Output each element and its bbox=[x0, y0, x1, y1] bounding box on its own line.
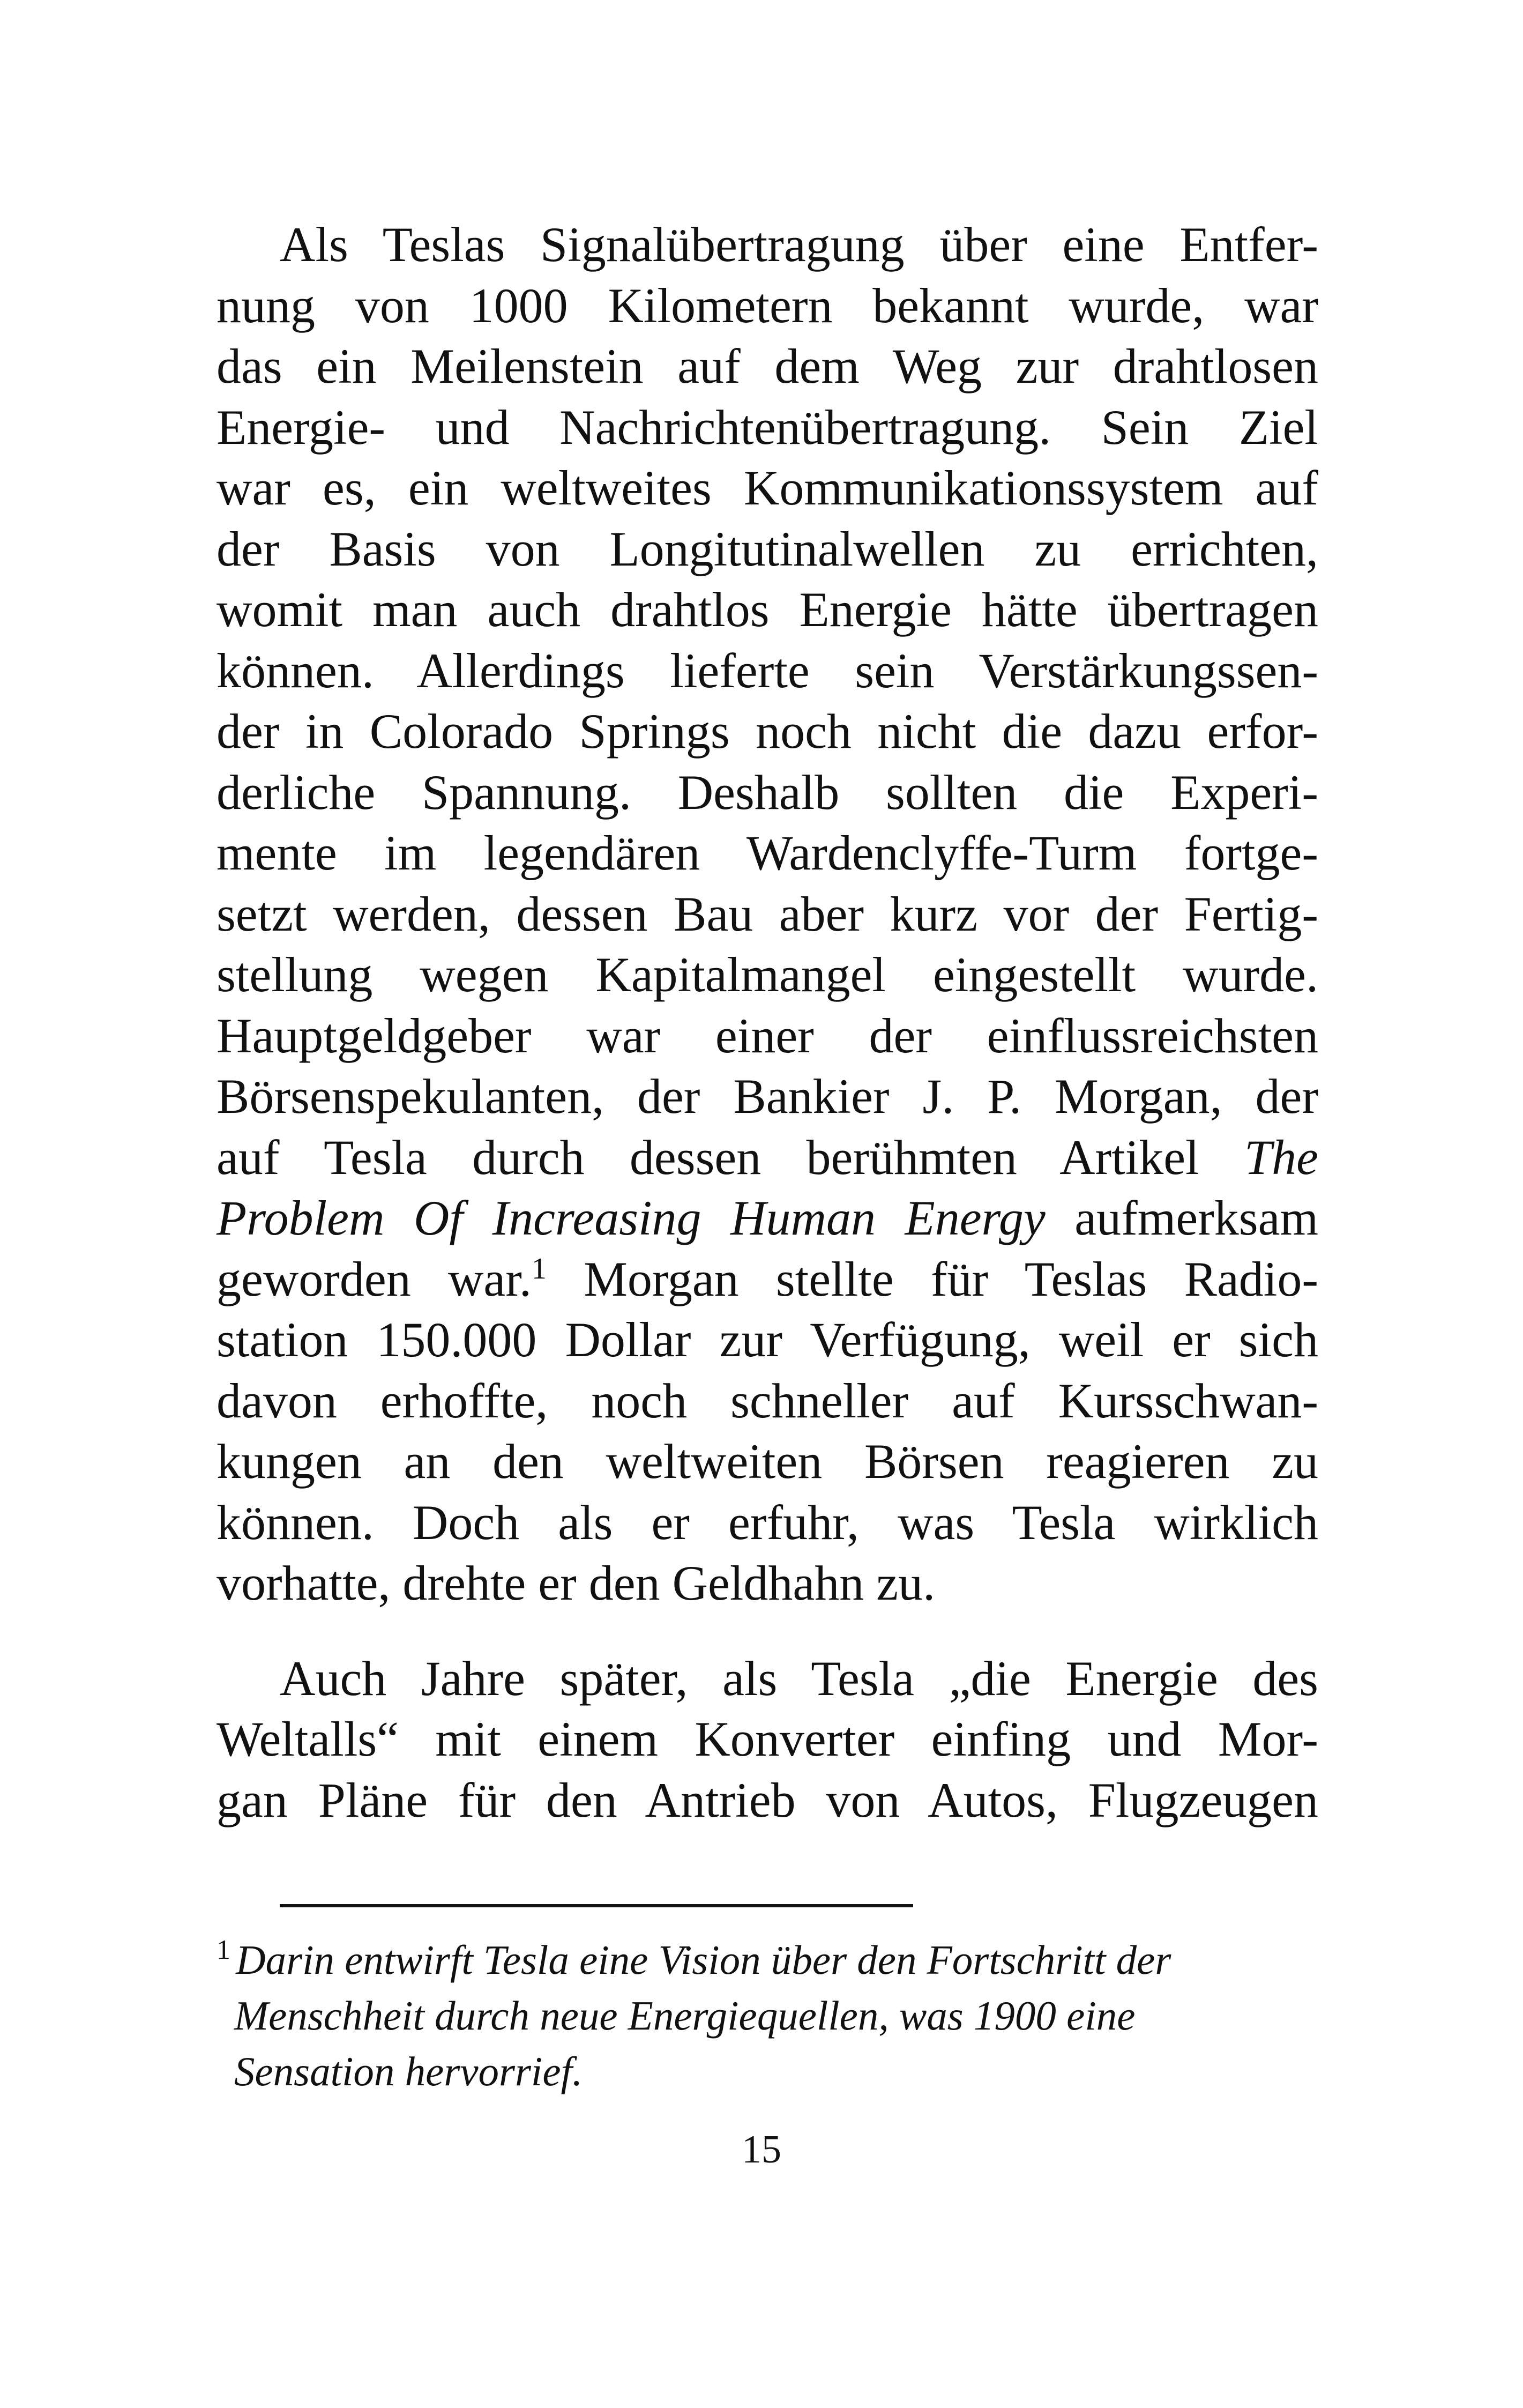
text-run: kungen an den weltweiten Börsen reagieren zu bbox=[216, 1434, 1318, 1489]
text-run: Morgan stellte für Teslas Radio- bbox=[546, 1251, 1319, 1306]
text-line bbox=[216, 458, 1318, 519]
text-run: womit man auch drahtlos Energie hätte übertragen bbox=[216, 582, 1318, 637]
footnote-text: Menschheit durch neue Energiequellen, was 1900 eine bbox=[234, 1993, 1136, 2039]
text-line bbox=[216, 519, 1318, 580]
footnote-reference: 1 bbox=[531, 1252, 547, 1285]
text-line bbox=[216, 1249, 1318, 1310]
footnote-number: 1 bbox=[216, 1935, 230, 1965]
footnote-line bbox=[216, 1932, 1318, 1988]
text-run: mente im legendären Wardenclyffe-Turm fortge- bbox=[216, 826, 1318, 880]
text-run: können. Allerdings lieferte sein Verstärkungssen- bbox=[216, 643, 1318, 698]
footnote bbox=[216, 1932, 1318, 2099]
page-number: 15 bbox=[742, 2128, 781, 2172]
text-run: das ein Meilenstein auf dem Weg zur drahtlosen bbox=[216, 339, 1318, 393]
text-run: stellung wegen Kapitalmangel eingestellt wurde. bbox=[216, 947, 1318, 1002]
text-line bbox=[216, 641, 1318, 702]
footnote-line bbox=[216, 1988, 1318, 2043]
text-line bbox=[216, 1371, 1318, 1432]
text-run: derliche Spannung. Deshalb sollten die Experi- bbox=[216, 764, 1318, 820]
italic-text: Problem Of Increasing Human Energy bbox=[216, 1191, 1046, 1245]
text-run: gan Pläne für den Antrieb von Autos, Flugzeugen bbox=[216, 1772, 1318, 1827]
text-run: Weltalls“ mit einem Konverter einfing und Mor- bbox=[216, 1712, 1318, 1766]
text-line bbox=[216, 1770, 1318, 1831]
text-line bbox=[216, 1127, 1318, 1188]
text-line bbox=[216, 397, 1318, 458]
main-text bbox=[216, 214, 1318, 1831]
text-line bbox=[216, 701, 1318, 762]
text-run: war es, ein weltweites Kommunikationssystem auf bbox=[216, 460, 1318, 515]
text-run: station 150.000 Dollar zur Verfügung, weil er sich bbox=[216, 1312, 1318, 1367]
text-line bbox=[216, 1310, 1318, 1371]
text-line bbox=[216, 579, 1318, 641]
text-run: Auch Jahre später, als Tesla „die Energie des bbox=[280, 1651, 1318, 1706]
paragraph bbox=[216, 1648, 1318, 1831]
text-run: aufmerksam bbox=[1045, 1191, 1319, 1245]
text-line bbox=[216, 1648, 1318, 1710]
text-line bbox=[216, 1006, 1318, 1067]
text-line bbox=[216, 1431, 1318, 1492]
text-line bbox=[216, 1066, 1318, 1127]
text-run: nung von 1000 Kilometern bekannt wurde, war bbox=[216, 278, 1318, 333]
text-line bbox=[216, 1709, 1318, 1770]
text-run: davon erhoffte, noch schneller auf Kursschwan- bbox=[216, 1373, 1318, 1428]
text-line bbox=[216, 336, 1318, 397]
footnote-text: Sensation hervorrief. bbox=[234, 2048, 583, 2094]
text-line bbox=[216, 945, 1318, 1006]
italic-text: The bbox=[1244, 1129, 1318, 1185]
text-run: Als Teslas Signalübertragung über eine Entfer- bbox=[280, 217, 1318, 272]
paragraph bbox=[216, 214, 1318, 1614]
text-line bbox=[216, 1553, 1318, 1614]
text-line bbox=[216, 1492, 1318, 1554]
text-run: können. Doch als er erfuhr, was Tesla wirklich bbox=[216, 1495, 1318, 1550]
text-run: geworden war. bbox=[216, 1251, 532, 1306]
text-run: Hauptgeldgeber war einer der einflussreichsten bbox=[216, 1008, 1318, 1063]
text-line bbox=[216, 823, 1318, 884]
text-run: der Basis von Longitutinalwellen zu errichten, bbox=[216, 521, 1318, 576]
text-run: Energie- und Nachrichtenübertragung. Sein Ziel bbox=[216, 399, 1318, 455]
text-run: Börsenspekulanten, der Bankier J. P. Morgan, der bbox=[216, 1069, 1318, 1124]
footnote-text: Darin entwirft Tesla eine Vision über den Fortschritt der bbox=[236, 1937, 1171, 1983]
text-line bbox=[216, 276, 1318, 337]
paragraph-gap bbox=[216, 1614, 1318, 1648]
text-line bbox=[216, 214, 1318, 276]
text-run: der in Colorado Springs noch nicht die dazu erfor- bbox=[216, 704, 1318, 759]
text-line bbox=[216, 762, 1318, 823]
text-run: auf Tesla durch dessen berühmten Artikel bbox=[216, 1129, 1244, 1185]
text-run: setzt werden, dessen Bau aber kurz vor der Fertig- bbox=[216, 886, 1318, 941]
text-line bbox=[216, 884, 1318, 945]
text-line bbox=[216, 1188, 1318, 1249]
footnote-line bbox=[216, 2043, 1318, 2099]
text-run: vorhatte, drehte er den Geldhahn zu. bbox=[216, 1556, 936, 1610]
footnote-separator bbox=[280, 1904, 913, 1907]
